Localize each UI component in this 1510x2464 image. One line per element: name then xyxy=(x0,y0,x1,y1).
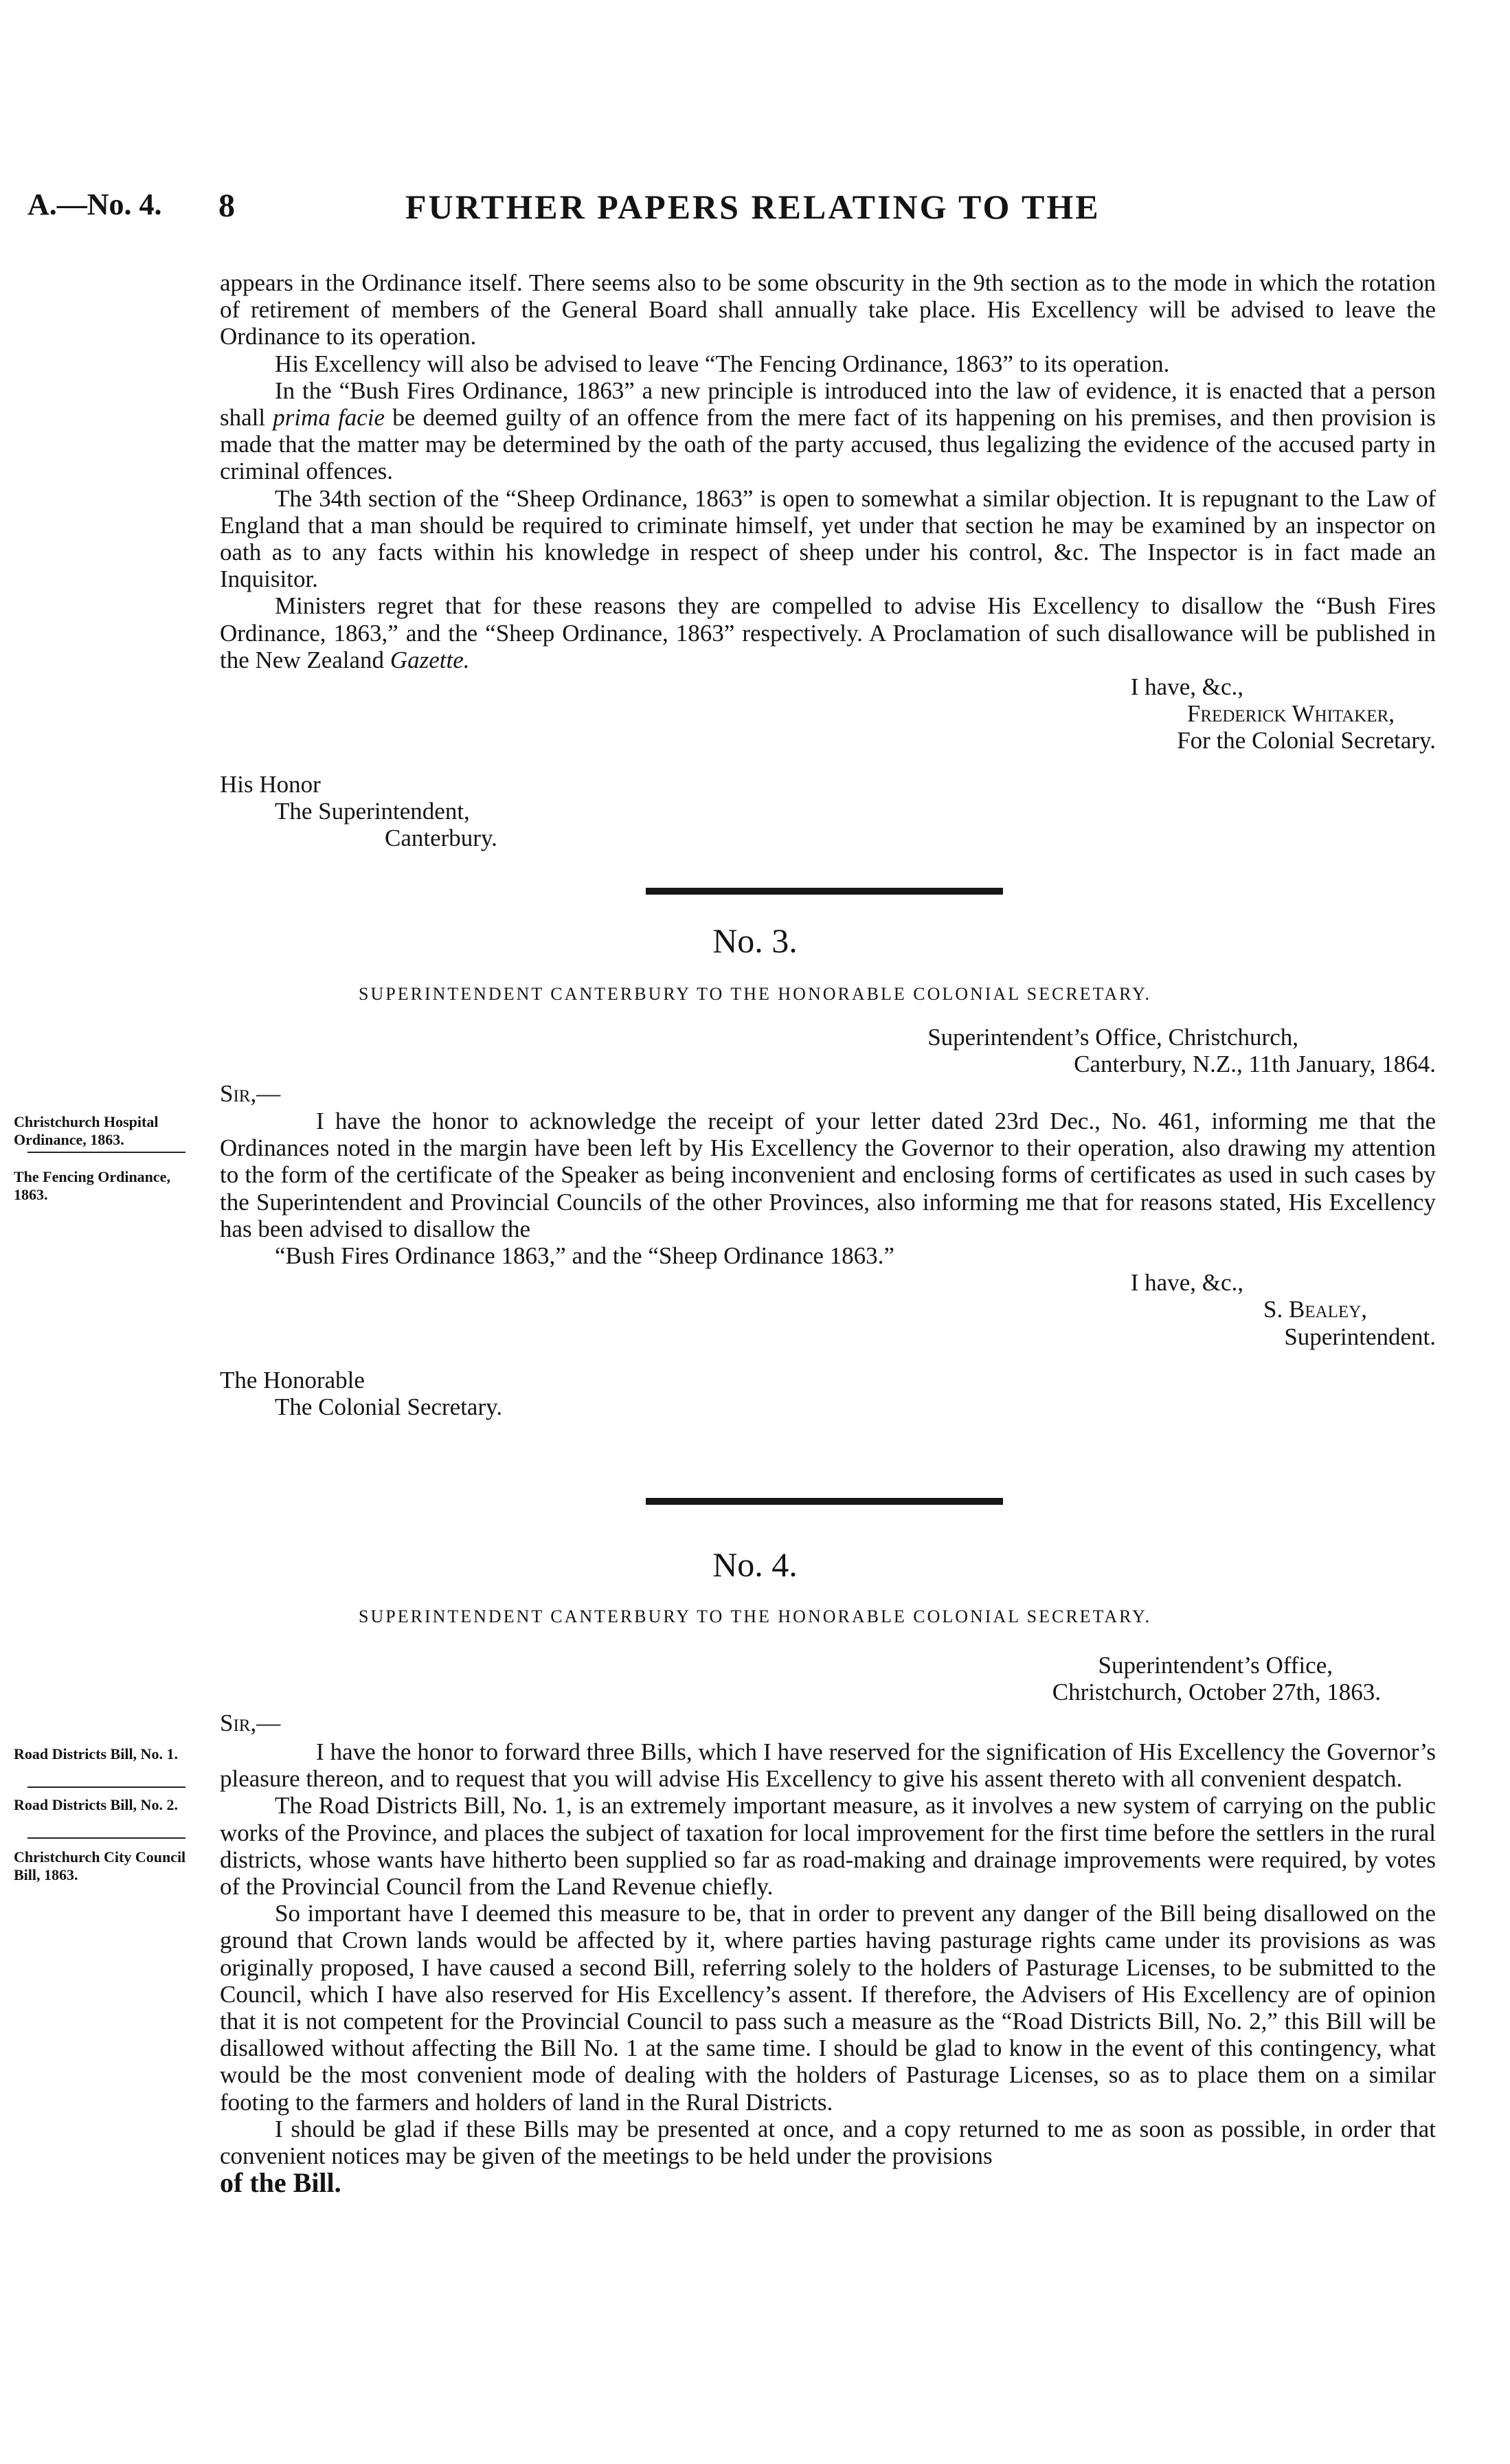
paragraph: The Road Districts Bill, No. 1, is an extremely important measure, as it involves a new system of carrying on the public works of the Province, and places the subject of taxation for local improvement for the first time before the settlers in the rural districts, whose wants have hitherto been supplied so far as road-making and drainage improvements were required, by votes of the Provincial Council from the Land Revenue chiefly. xyxy=(220,1792,1436,1901)
italic-phrase: prima facie xyxy=(273,404,385,432)
margin-rule xyxy=(27,1152,185,1153)
addressee-line: The Honorable xyxy=(220,1366,365,1393)
addressee-line: Canterbury. xyxy=(385,825,497,852)
addressee-line: His Honor xyxy=(220,770,321,798)
paragraph: I have the honor to acknowledge the receipt of your letter dated 23rd Dec., No. 461, informing me that the Ordinances noted in the margin have been left by His Excellency the Governor to their operation, also drawing my attention to the form of the certificate of the Speaker as being inconvenient and enclosing forms of certificates as used in such cases by the Superintendent and Provincial Councils of the other Provinces, also informing me that for reasons stated, His Excellency has been advised to disallow the xyxy=(220,1108,1436,1242)
paragraph: I have the honor to forward three Bills, which I have reserved for the signification of His Excellency the Governor’s pleasure thereon, and to request that you will advise His Excellency to give his assent thereto with all convenient despatch. xyxy=(220,1738,1436,1793)
paragraph: In the “Bush Fires Ordinance, 1863” a new principle is introduced into the law of evidence, it is enacted that a person shall prima facie be deemed guilty of an offence from the mere fact of its happening on his premises, and then provision is made that the matter may be determined by the oath of the party accused, thus legalizing the evidence of the accused party in criminal offences. xyxy=(220,377,1436,485)
page-title: FURTHER PAPERS RELATING TO THE xyxy=(405,188,1101,226)
signature-title: For the Colonial Secretary. xyxy=(1177,727,1436,754)
section-divider xyxy=(646,888,1003,895)
letter-body xyxy=(220,1108,1436,1420)
paragraph: His Excellency will also be advised to leave “The Fencing Ordinance, 1863” to its operation. xyxy=(275,350,1170,377)
addressee-line: The Superintendent, xyxy=(275,797,470,825)
section-divider xyxy=(646,1498,1003,1505)
paragraph: The 34th section of the “Sheep Ordinance, 1863” is open to somewhat a similar objection. It is repugnant to the Law of England that a man should be required to criminate himself, yet under that section he may be examined by an inspector on oath as to any facts within his knowledge in respect of sheep under his control, &c. The Inspector is in fact made an Inquisitor. xyxy=(220,484,1436,593)
margin-note: The Fencing Ordinance, 1863. xyxy=(14,1168,170,1203)
margin-note: Road Districts Bill, No. 2. xyxy=(14,1796,178,1813)
signature-title: Superintendent. xyxy=(1284,1323,1436,1350)
margin-rule xyxy=(27,1787,185,1788)
margin-note: Road Districts Bill, No. 1. xyxy=(14,1745,178,1762)
closing: I have, &c., xyxy=(1130,1269,1243,1297)
letter-continuation xyxy=(220,269,1436,851)
paragraph: appears in the Ordinance itself. There seems also to be some obscurity in the 9th section as to the mode in which the rotation of retirement of members of the General Board shall annually take place. His Excellency will be advised to leave the Ordinance to its operation. xyxy=(220,269,1436,350)
page-number: 8 xyxy=(218,188,235,224)
letter-body xyxy=(220,1738,1436,2199)
letter-subheading: SUPERINTENDENT CANTERBURY TO THE HONORABLE COLONIAL SECRETARY. xyxy=(359,1606,1151,1626)
closing: I have, &c., xyxy=(1130,673,1243,701)
salutation: Sir,— xyxy=(220,1080,281,1107)
paragraph: So important have I deemed this measure to be, that in order to prevent any danger of the Bill being disallowed on the ground that Crown lands would be affected by it, where parties having pasturage rights came under its provisions as was originally proposed, I have caused a second Bill, referring solely to the holders of Pasturage Licenses, to be submitted to the Council, which I have also reserved for His Excellency’s assent. If therefore, the Advisers of His Excellency are of opinion that it is not competent for the Provincial Council to pass such a measure as the “Road Districts Bill, No. 2,” this Bill will be disallowed without affecting the Bill No. 1 at the same time. I should be glad to know in the event of this contingency, what would be the most convenient mode of dealing with the holders of Pasturage Licenses, so as to place them on a similar footing to the farmers and holders of land in the Rural Districts. xyxy=(220,1900,1436,2116)
margin-rule xyxy=(27,1837,185,1839)
paragraph: “Bush Fires Ordinance 1863,” and the “Sheep Ordinance 1863.” xyxy=(275,1242,894,1270)
margin-note: Christchurch City Council Bill, 1863. xyxy=(14,1848,186,1883)
letter-subheading: SUPERINTENDENT CANTERBURY TO THE HONORABLE COLONIAL SECRETARY. xyxy=(359,984,1151,1004)
paragraph-end: of the Bill. xyxy=(220,2167,341,2199)
addressee-line: The Colonial Secretary. xyxy=(275,1393,503,1421)
margin-note: Christchurch Hospital Ordinance, 1863. xyxy=(14,1113,159,1148)
paragraph: I should be glad if these Bills may be presented at once, and a copy returned to me as soon as possible, in order that convenient notices may be given of the meetings to be held under the provisions xyxy=(220,2115,1436,2170)
signature: Frederick Whitaker, xyxy=(1186,700,1395,728)
salutation: Sir,— xyxy=(220,1710,281,1736)
italic-phrase: Gazette. xyxy=(390,646,470,673)
letter-number: No. 4. xyxy=(712,1545,798,1584)
signature: S. Bealey, xyxy=(1263,1296,1367,1323)
letter-address: Superintendent’s Office, Christchurch, Canterbury, N.Z., 11th January, 1864. xyxy=(927,1024,1436,1078)
document-reference: A.—No. 4. xyxy=(27,188,162,221)
paragraph: Ministers regret that for these reasons they are compelled to advise His Excellency to disallow the “Bush Fires Ordinance, 1863,” and the “Sheep Ordinance, 1863” respectively. A Proclamation of such disallowance will be published in the New Zealand Gazette. xyxy=(220,592,1436,673)
letter-address: Superintendent’s Office, Christchurch, October 27th, 1863. xyxy=(1052,1652,1381,1706)
letter-number: No. 3. xyxy=(712,921,798,960)
